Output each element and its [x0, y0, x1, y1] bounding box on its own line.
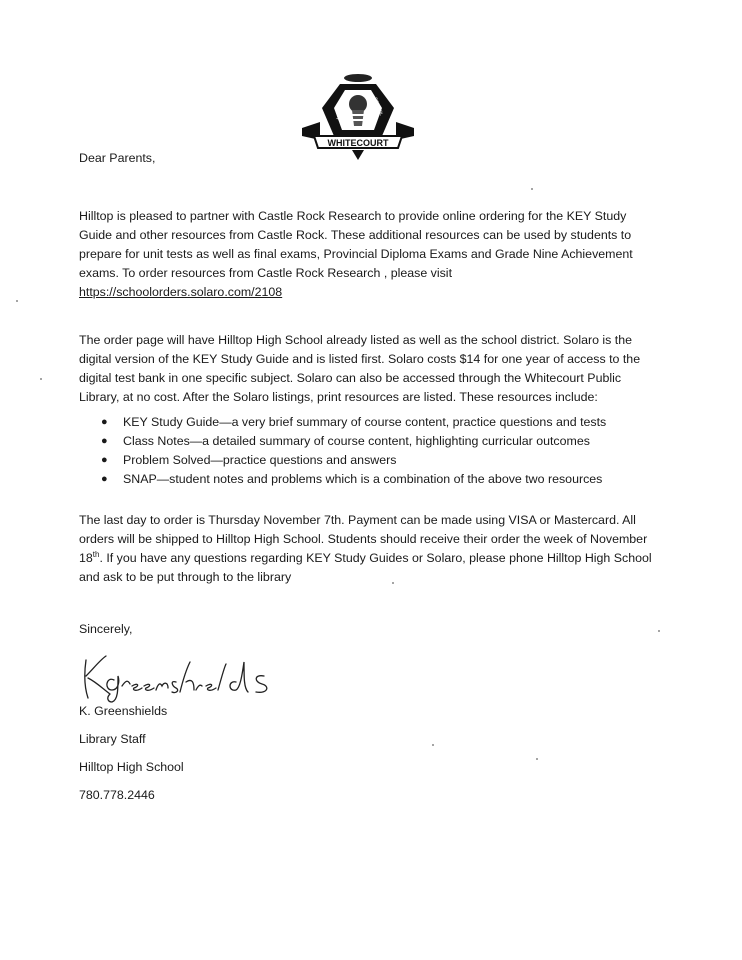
bullet-icon: ● — [101, 416, 108, 428]
paragraph-line: digital test bank in one specific subject. Solaro can also be accessed through the Whitecourt Public — [79, 371, 622, 385]
bullet-icon: ● — [101, 473, 108, 485]
paragraph-line: The last day to order is Thursday November 7th. Payment can be made using VISA or Mastercard. All — [79, 513, 636, 527]
paragraph-line: prepare for unit tests as well as final exams, Provincial Diploma Exams and Grade Nine Achievement — [79, 247, 633, 261]
handwritten-signature — [76, 646, 276, 706]
date-number: 18 — [79, 551, 93, 565]
scan-speck — [432, 744, 434, 746]
greeting: Dear Parents, — [79, 151, 156, 165]
list-item — [79, 432, 679, 451]
paragraph-deadline — [79, 511, 679, 587]
order-url-link[interactable]: https://schoolorders.solaro.com/2108 — [79, 285, 283, 299]
scan-speck — [16, 300, 18, 302]
paragraph-line: Library, at no cost. After the Solaro listings, print resources are listed. These resources include: — [79, 390, 598, 404]
date-suffix: th — [92, 549, 100, 559]
paragraph-line: Hilltop is pleased to partner with Castle Rock Research to provide online ordering for the KEY Study — [79, 209, 627, 223]
crest-left-text: HILLTOP — [335, 101, 347, 121]
paragraph-line: digital version of the KEY Study Guide and is listed first. Solaro costs $14 for one year of access to the — [79, 352, 641, 366]
paragraph-order-page — [79, 331, 679, 407]
list-item — [79, 451, 679, 470]
scan-speck — [531, 188, 533, 190]
scan-speck — [536, 758, 538, 760]
list-item-text: SNAP—student notes and problems which is a combination of the above two resources — [123, 472, 603, 486]
crest-right-text: SCHOOL — [373, 96, 385, 117]
signer-name: K. Greenshields — [79, 704, 168, 718]
paragraph-line: The order page will have Hilltop High School already listed as well as the school district. Solaro is the — [79, 333, 633, 347]
paragraph-intro — [79, 207, 679, 302]
signer-school: Hilltop High School — [79, 760, 184, 774]
crest-banner-text: WHITECOURT — [327, 138, 389, 148]
paragraph-line: orders will be shipped to Hilltop High School. Students should receive their order the week of November — [79, 532, 648, 546]
list-item-text: Problem Solved—practice questions and answers — [123, 453, 397, 467]
scan-speck — [658, 630, 660, 632]
paragraph-line — [79, 549, 679, 568]
list-item-text: Class Notes—a detailed summary of course content, highlighting curricular outcomes — [123, 434, 590, 448]
list-item-text: KEY Study Guide—a very brief summary of course content, practice questions and tests — [123, 415, 607, 429]
bullet-icon: ● — [101, 454, 108, 466]
resource-list — [79, 413, 679, 489]
paragraph-line: and ask to be put through to the library — [79, 570, 292, 584]
scan-speck — [392, 582, 394, 584]
signer-title: Library Staff — [79, 732, 146, 746]
signer-phone: 780.778.2446 — [79, 788, 155, 802]
paragraph-line-rest: . If you have any questions regarding KEY Study Guides or Solaro, please phone Hilltop High School — [99, 551, 652, 565]
closing: Sincerely, — [79, 622, 133, 636]
bullet-icon: ● — [101, 435, 108, 447]
paragraph-line: exams. To order resources from Castle Rock Research , please visit — [79, 266, 453, 280]
scan-speck — [40, 378, 42, 380]
list-item — [79, 470, 679, 489]
paragraph-line: Guide and other resources from Castle Rock. These additional resources can be used by students to — [79, 228, 632, 242]
list-item — [79, 413, 679, 432]
